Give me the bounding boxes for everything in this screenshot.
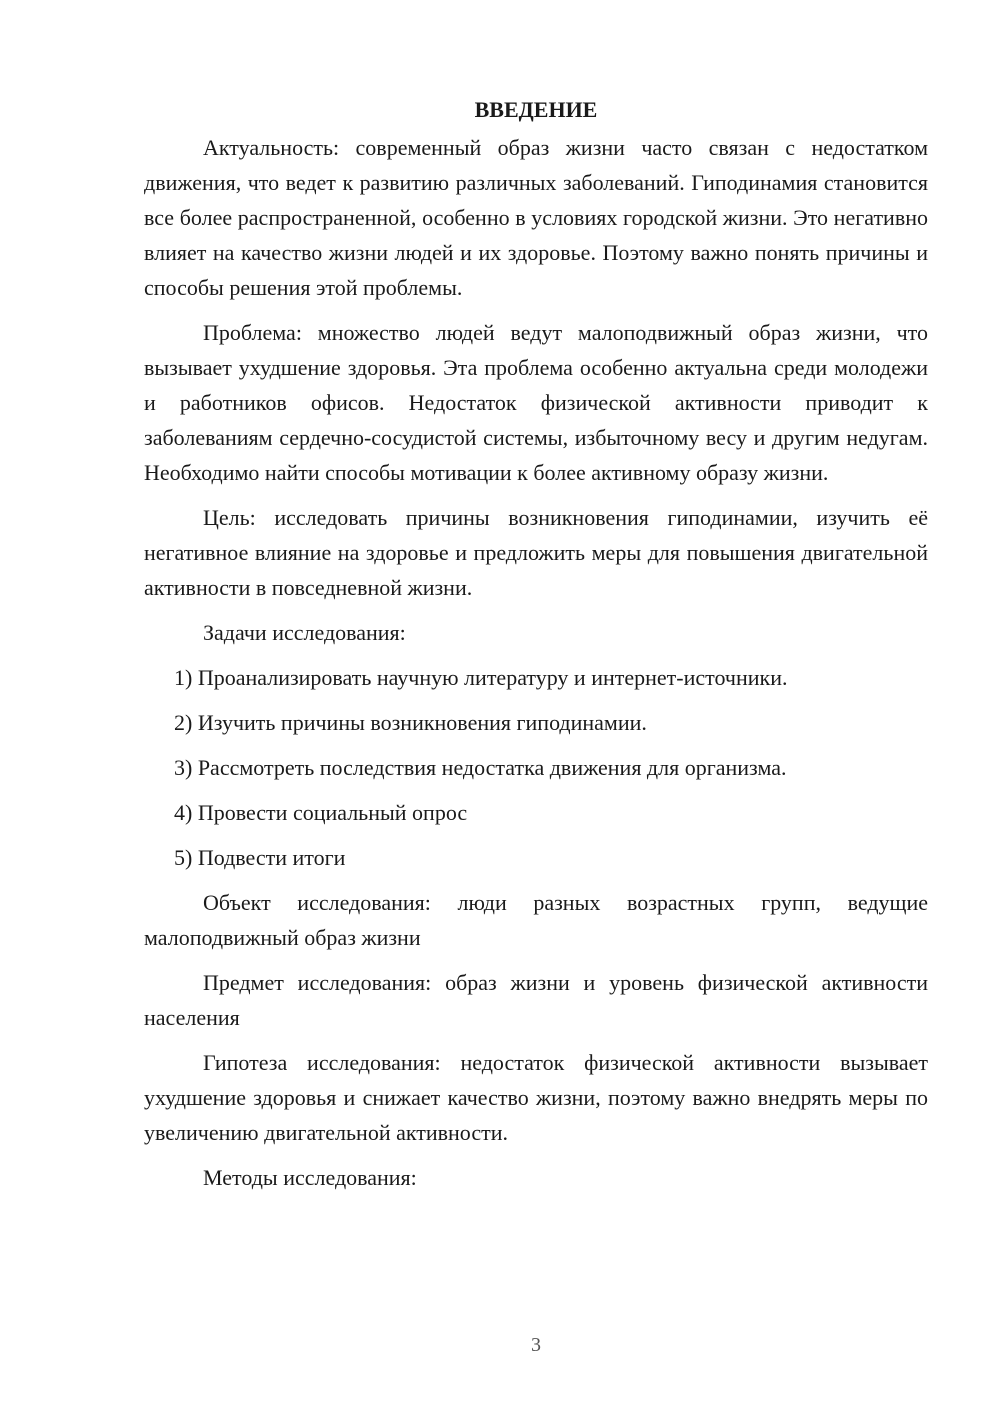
- list-item: 5) Подвести итоги: [174, 845, 346, 870]
- document-page: [144, 92, 928, 1205]
- list-item: 3) Рассмотреть последствия недостатка движения для организма.: [174, 755, 787, 780]
- list-item: 2) Изучить причины возникновения гиподинамии.: [174, 710, 647, 735]
- list-item: 1) Проанализировать научную литературу и интернет-источники.: [174, 665, 788, 690]
- paragraph-hypothesis: Гипотеза исследования: недостаток физической активности вызывает ухудшение здоровья и снижает качество жизни, поэтому важно внедрять меры по увеличению двигательной активности.: [144, 1050, 928, 1145]
- page-number: 3: [531, 1334, 541, 1356]
- paragraph-goal: Цель: исследовать причины возникновения гиподинамии, изучить её негативное влияние на здоровье и предложить меры для повышения двигательной активности в повседневной жизни.: [144, 505, 928, 600]
- list-item: 4) Провести социальный опрос: [174, 800, 468, 825]
- methods-heading: Методы исследования:: [203, 1165, 417, 1190]
- tasks-list: [144, 660, 928, 875]
- paragraph-problem: Проблема: множество людей ведут малоподвижный образ жизни, что вызывает ухудшение здоровья. Эта проблема особенно актуальна среди молодежи и работников офисов. Недостаток физической активности приводит к заболеваниям сердечно-сосудистой системы, избыточному весу и другим недугам. Необходимо найти способы мотивации к более активному образу жизни.: [144, 320, 928, 485]
- paragraph-relevance: Актуальность: современный образ жизни часто связан с недостатком движения, что ведет к развитию различных заболеваний. Гиподинамия становится все более распространенной, особенно в условиях городской жизни. Это негативно влияет на качество жизни людей и их здоровье. Поэтому важно понять причины и способы решения этой проблемы.: [144, 135, 928, 300]
- paragraph-subject: Предмет исследования: образ жизни и уровень физической активности населения: [144, 970, 928, 1030]
- section-title: ВВЕДЕНИЕ: [474, 97, 598, 122]
- tasks-heading: Задачи исследования:: [203, 620, 406, 645]
- paragraph-object: Объект исследования: люди разных возрастных групп, ведущие малоподвижный образ жизни: [144, 890, 928, 950]
